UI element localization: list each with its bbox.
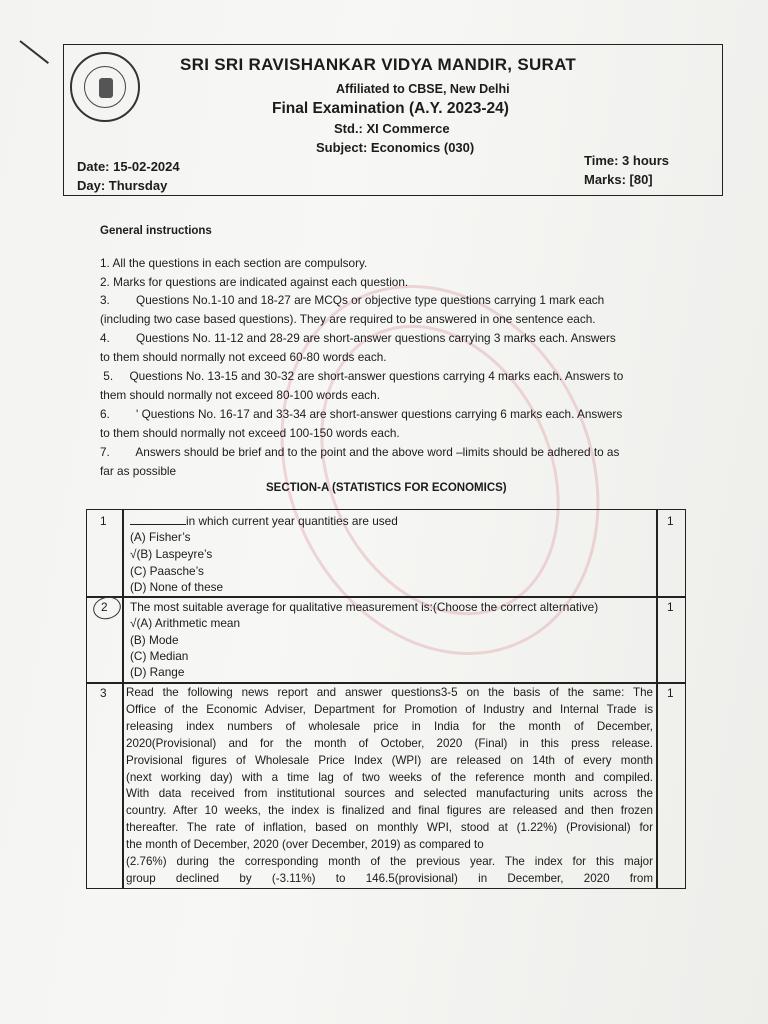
standard: Std.: XI Commerce [334,121,450,136]
case-passage [126,685,653,888]
instruction-line: far as possible [100,464,177,478]
passage-line: thereafter. The rate of inflation, based on monthly WPI, stood at (1.22%) (Provisional) for [126,821,653,835]
instructions-title: General instructions [100,225,212,237]
option: (D) None of these [130,580,224,594]
passage-line: With data received from institutional sources and selected manufacturing units across the [126,787,653,801]
instruction-line: 7. Answers should be brief and to the point and the above word –limits should be adhered to as [100,445,620,459]
instruction-line: 3. Questions No.1-10 and 18-27 are MCQs or objective type questions carrying 1 mark each [100,293,605,307]
row-divider [86,596,686,598]
table-divider [122,509,124,889]
school-name: SRI SRI RAVISHANKAR VIDYA MANDIR, SURAT [180,55,577,74]
emblem-core [99,78,113,98]
question-stem: in which current year quantities are used [186,514,398,528]
instruction-line: (including two case based questions). They are required to be answered in one sentence each. [100,312,596,326]
passage-line: releasing index numbers of wholesale price in India for the month of December, [126,719,653,733]
question-number: 3 [100,686,107,700]
question-number: 1 [100,514,107,528]
option: (A) Fisher’s [130,530,191,544]
passage-line: (2.76%) during the corresponding month of the previous year. The index for this major [126,855,653,869]
instruction-line: to them should normally not exceed 60-80 words each. [100,350,387,364]
exam-marks: Marks: [80] [584,172,653,187]
affiliation: Affiliated to CBSE, New Delhi [336,82,510,96]
option: (B) Mode [130,633,179,647]
option: (C) Median [130,649,189,663]
exam-day: Day: Thursday [77,178,168,193]
row-divider [86,682,686,684]
passage-line: the month of December, 2020 (over December, 2019) as compared to [126,838,484,852]
passage-line: 2020(Provisional) and for the month of October, 2020 (Final) in this press release. [126,736,653,750]
answer-blank [130,514,186,525]
instruction-line: 4. Questions No. 11-12 and 28-29 are short-answer questions carrying 3 marks each. Answers [100,331,616,345]
exam-time: Time: 3 hours [584,153,670,168]
question-text: The most suitable average for qualitative measurement is:(Choose the correct alternative) [130,600,599,614]
passage-line: country. After 10 weeks, the index is finalized and final figures are released and then frozen [126,804,653,818]
instruction-line: 1. All the questions in each section are compulsory. [100,256,368,270]
option: √(B) Laspeyre’s [130,547,213,561]
question-number: 2 [101,600,108,614]
option: √(A) Arithmetic mean [130,616,241,630]
passage-line: Provisional figures of Wholesale Price Index (WPI) are released on 14th of every month [126,753,653,767]
question-marks: 1 [667,600,674,614]
passage-line: group declined by (-3.11%) to 146.5(provisional) in December, 2020 from [126,871,653,885]
table-divider [656,509,658,889]
section-title: SECTION-A (STATISTICS FOR ECONOMICS) [266,482,507,494]
pen-scratch-mark [19,40,49,64]
exam-date: Date: 15-02-2024 [77,159,180,174]
passage-line: (next working day) with a time lag of two weeks of the reference month and compiled. [126,770,653,784]
question-marks: 1 [667,686,674,700]
option: (C) Paasche’s [130,564,204,578]
instruction-line: to them should normally not exceed 100-150 words each. [100,426,400,440]
school-emblem-icon [70,52,140,122]
question-marks: 1 [667,514,674,528]
instruction-line: 5. Questions No. 13-15 and 30-32 are short-answer questions carrying 4 marks each. Answers to [100,369,624,383]
passage-line: Read the following news report and answer questions3-5 on the basis of the same: The [126,686,653,699]
subject: Subject: Economics (030) [316,140,475,155]
instruction-line: 6. ' Questions No. 16-17 and 33-34 are short-answer questions carrying 6 marks each. Answers [100,407,623,421]
question-text [130,513,398,529]
passage-line: Office of the Economic Adviser, Department for Promotion of Industry and Internal Trade is [126,702,653,716]
instruction-line: 2. Marks for questions are indicated against each question. [100,275,409,289]
option: (D) Range [130,665,185,679]
instruction-line: them should normally not exceed 80-100 words each. [100,388,381,402]
exam-title: Final Examination (A.Y. 2023-24) [272,100,509,117]
